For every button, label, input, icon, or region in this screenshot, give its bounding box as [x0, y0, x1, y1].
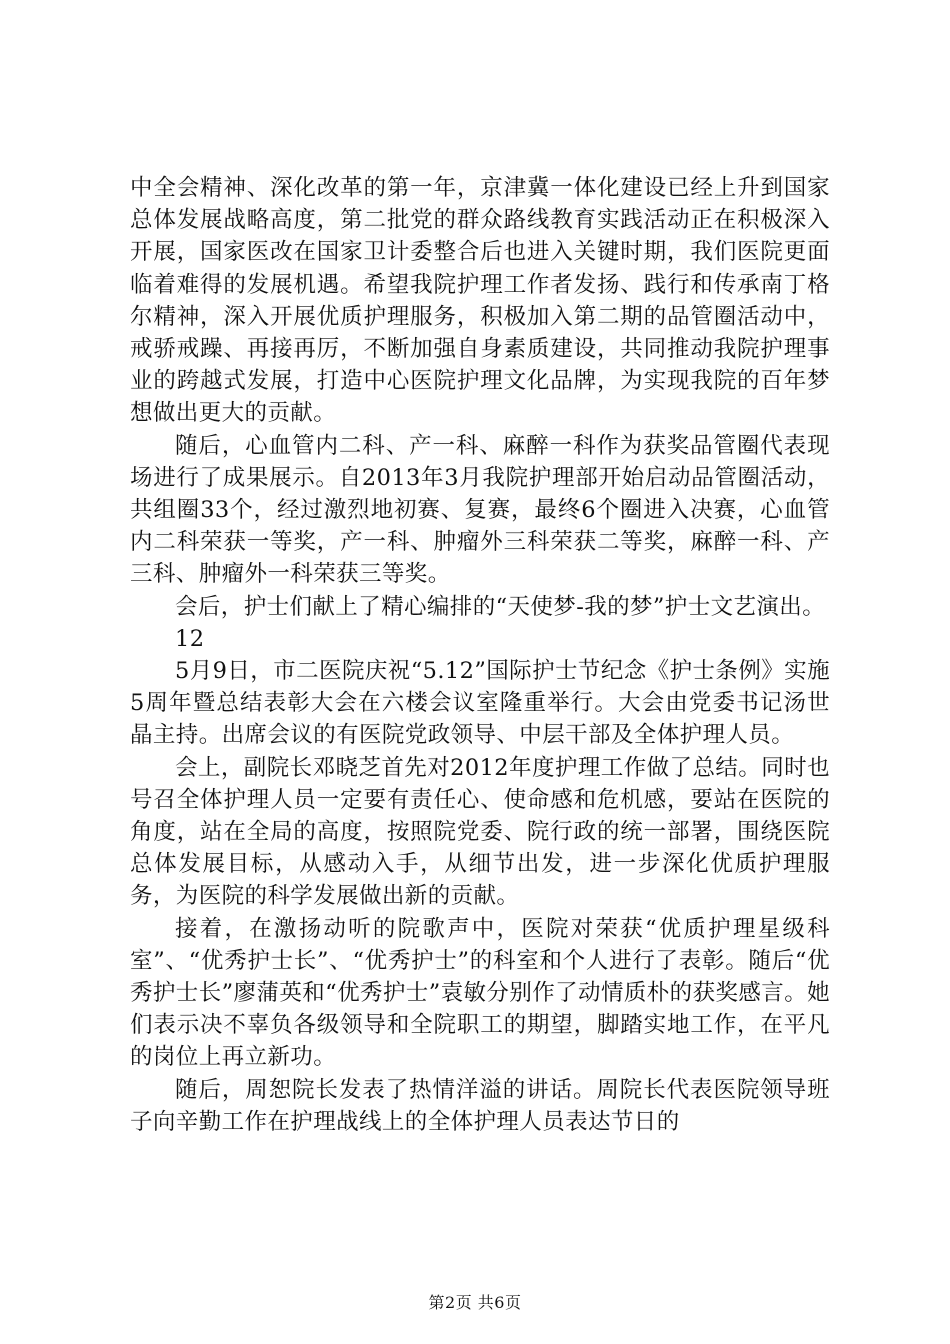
paragraph: 5月9日，市二医院庆祝“5.12”国际护士节纪念《护士条例》实施5周年暨总结表彰大会在六楼会议室隆重举行。大会由党委书记汤世晶主持。出席会议的有医院党政领导、中层干部及全体护理人员。	[130, 658, 830, 749]
paragraph: 接着，在激扬动听的院歌声中，医院对荣获“优质护理星级科室”、“优秀护士长”、“优秀护士”的科室和个人进行了表彰。随后“优秀护士长”廖蒲英和“优秀护士”袁敏分别作了动情质朴的获奖感言。她们表示决不辜负各级领导和全院职工的期望，脚踏实地工作，在平凡的岗位上再立新功。	[130, 915, 830, 1071]
paragraph: 会上，副院长邓晓芝首先对2012年度护理工作做了总结。同时也号召全体护理人员一定要有责任心、使命感和危机感，要站在医院的角度，站在全局的高度，按照院党委、院行政的统一部署，围绕医院总体发展目标，从感动入手，从细节出发，进一步深化优质护理服务，为医院的科学发展做出新的贡献。	[130, 754, 830, 910]
paragraph: 会后，护士们献上了精心编排的“天使梦-我的梦”护士文艺演出。	[175, 593, 826, 620]
document-body	[130, 172, 830, 1138]
section-number: 12	[175, 625, 205, 652]
paragraph: 中全会精神、深化改革的第一年，京津冀一体化建设已经上升到国家总体发展战略高度，第二批党的群众路线教育实践活动正在积极深入开展，国家医改在国家卫计委整合后也进入关键时期，我们医院更面临着难得的发展机遇。希望我院护理工作者发扬、践行和传承南丁格尔精神，深入开展优质护理服务，积极加入第二期的品管圈活动中，戒骄戒躁、再接再厉，不断加强自身素质建设，共同推动我院护理事业的跨越式发展，打造中心医院护理文化品牌，为实现我院的百年梦想做出更大的贡献。	[130, 175, 830, 427]
paragraph: 随后，心血管内二科、产一科、麻醉一科作为获奖品管圈代表现场进行了成果展示。自2013年3月我院护理部开始启动品管圈活动，共组圈33个，经过激烈地初赛、复赛，最终6个圈进入决赛，心血管内二科荣获一等奖，产一科、肿瘤外三科荣获二等奖，麻醉一科、产三科、肿瘤外一科荣获三等奖。	[130, 432, 830, 588]
paragraph: 随后，周恕院长发表了热情洋溢的讲话。周院长代表医院领导班子向辛勤工作在护理战线上的全体护理人员表达节日的	[130, 1076, 830, 1135]
page-footer: 第2页 共6页	[428, 1293, 522, 1312]
